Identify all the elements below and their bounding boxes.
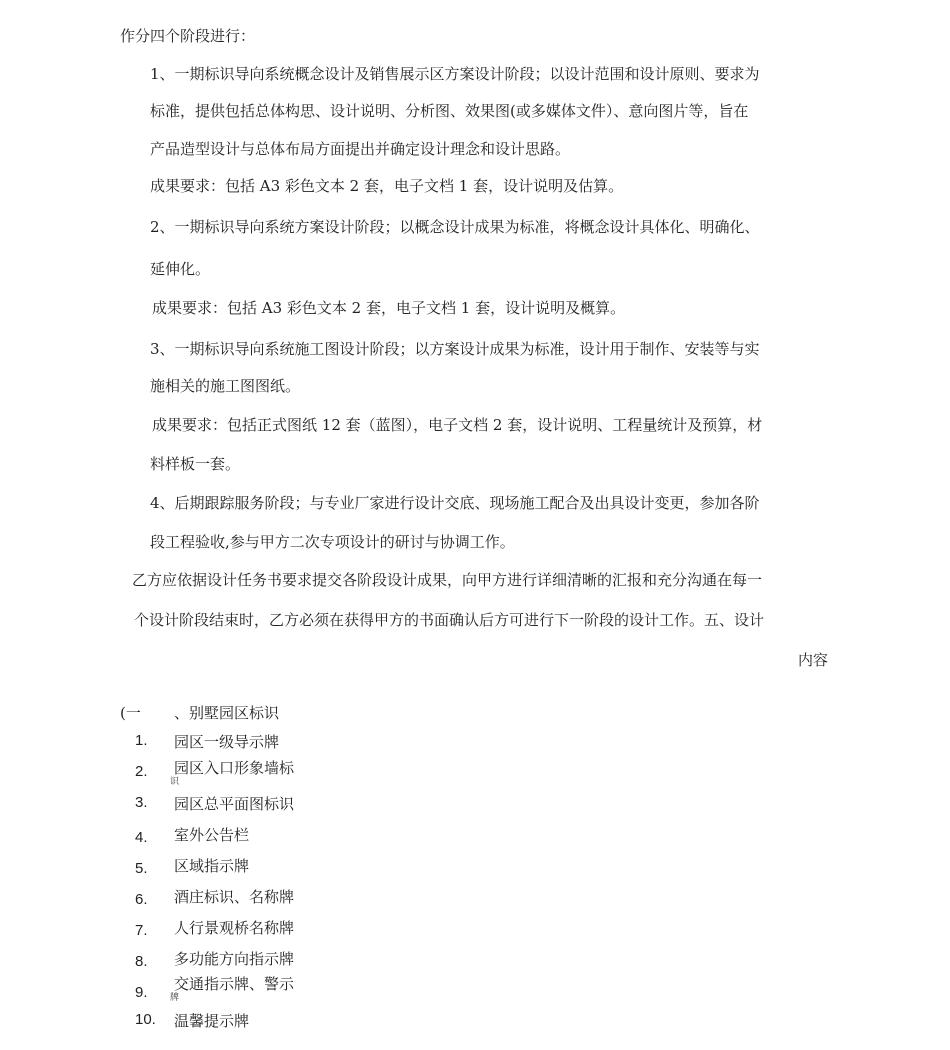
list-item-number: 10.: [135, 1011, 156, 1028]
stage-1-line-1: 1、一期标识导向系统概念设计及销售展示区方案设计阶段；以设计范围和设计原则、要求为: [150, 65, 760, 83]
list-item-text: 温馨提示牌: [174, 1012, 250, 1030]
section-title: 、别墅园区标识: [174, 704, 280, 722]
list-item-number: 9.: [135, 984, 148, 1001]
closing-line-3: 内容: [797, 651, 828, 669]
list-item-text-tail: 牌: [170, 993, 180, 1003]
list-item-text: 人行景观桥名称牌: [174, 919, 295, 937]
stage-2-line-2: 延伸化。: [150, 260, 211, 278]
list-item-number: 5.: [135, 860, 148, 877]
list-item-number: 1.: [135, 732, 148, 749]
stage-3-result-line-2: 料样板一套。: [150, 455, 241, 473]
list-item-number: 6.: [135, 891, 148, 908]
closing-line-2: 个设计阶段结束时，乙方必须在获得甲方的书面确认后方可进行下一阶段的设计工作。五、设计: [134, 611, 765, 629]
stage-3-result-line-1: 成果要求：包括正式图纸 12 套（蓝图），电子文档 2 套，设计说明、工程量统计及预算，材: [152, 416, 763, 434]
closing-line-1: 乙方应依据设计任务书要求提交各阶段设计成果，向甲方进行详细清晰的汇报和充分沟通在每一: [132, 571, 763, 589]
list-item-text: 园区入口形象墙标: [174, 759, 295, 777]
stage-3-line-2: 施相关的施工图图纸。: [150, 377, 301, 395]
list-item-number: 8.: [135, 953, 148, 970]
stage-4-line-1: 4、后期跟踪服务阶段；与专业厂家进行设计交底、现场施工配合及出具设计变更，参加各阶: [150, 494, 760, 512]
list-item-text-tail: 识: [170, 777, 180, 787]
list-item-number: 4.: [135, 829, 148, 846]
stage-1-line-2: 标准，提供包括总体构思、设计说明、分析图、效果图(或多媒体文件）、意向图片等，旨在: [150, 102, 749, 120]
stage-1-result: 成果要求：包括 A3 彩色文本 2 套，电子文档 1 套，设计说明及估算。: [150, 177, 624, 195]
list-item-text: 园区总平面图标识: [174, 795, 295, 813]
stage-4-line-2: 段工程验收,参与甲方二次专项设计的研讨与协调工作。: [150, 533, 515, 551]
list-item-text: 室外公告栏: [174, 826, 250, 844]
list-item-text: 多功能方向指示牌: [174, 950, 295, 968]
list-item-number: 2.: [135, 763, 148, 780]
list-item-text: 交通指示牌、警示: [174, 975, 295, 993]
intro-text: 作分四个阶段进行：: [120, 27, 256, 45]
list-item-number: 7.: [135, 922, 148, 939]
list-item-number: 3.: [135, 794, 148, 811]
list-item-text: 酒庄标识、名称牌: [174, 888, 295, 906]
section-paren: (一: [120, 704, 141, 722]
stage-3-line-1: 3、一期标识导向系统施工图设计阶段；以方案设计成果为标准，设计用于制作、安装等与实: [150, 340, 760, 358]
list-item-text: 园区一级导示牌: [174, 733, 280, 751]
section-heading: [120, 702, 279, 723]
stage-1-line-3: 产品造型设计与总体布局方面提出并确定设计理念和设计思路。: [150, 140, 571, 158]
stage-2-result: 成果要求：包括 A3 彩色文本 2 套，电子文档 1 套，设计说明及概算。: [152, 299, 626, 317]
stage-2-line-1: 2、一期标识导向系统方案设计阶段；以概念设计成果为标准，将概念设计具体化、明确化、: [150, 218, 760, 236]
list-item-text: 区域指示牌: [174, 857, 250, 875]
